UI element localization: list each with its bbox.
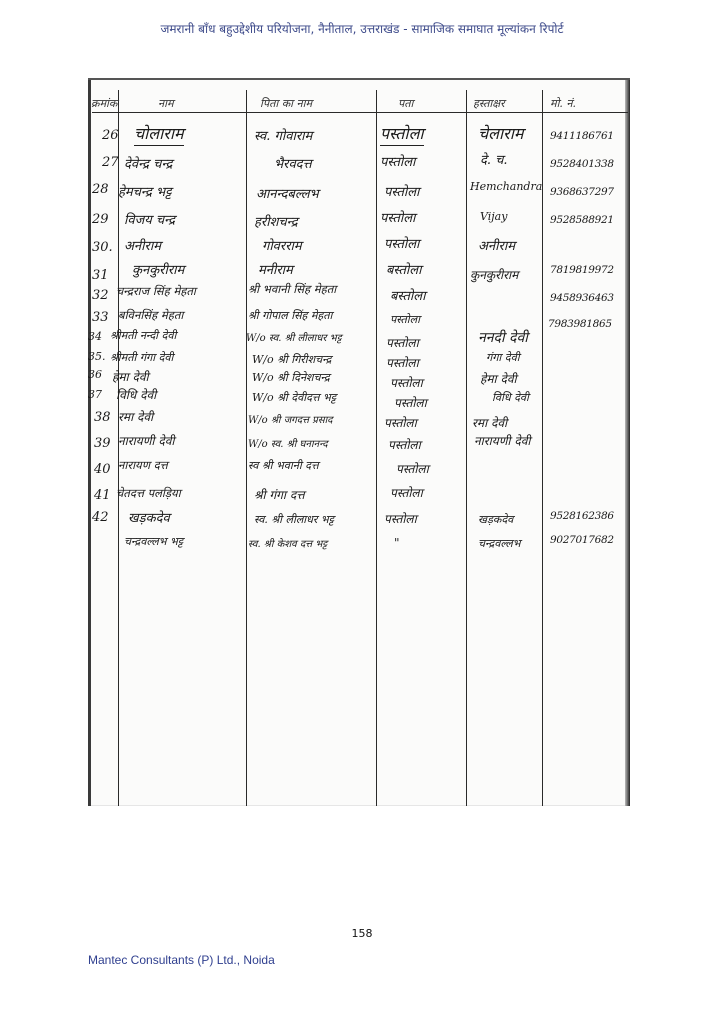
row-serial: 28 [92,182,109,197]
row-address: पस्तोला [380,155,416,170]
row-phone: 9528401338 [550,158,614,170]
row-name: अनीराम [124,239,161,254]
row-signature: अनीराम [478,239,515,254]
column-divider [466,90,467,806]
row-signature: विधि देवी [492,391,529,404]
row-address: पस्तोला [390,486,423,500]
column-header-address: पता [398,97,414,110]
row-signature: नारायणी देवी [474,434,531,448]
row-name: चन्द्रवल्लभ भट्ट [124,535,184,548]
row-serial: 31 [92,268,109,283]
row-serial: 41 [94,488,111,503]
row-phone: 7819819972 [550,264,614,276]
row-name: देवेन्द्र चन्द्र [124,157,173,172]
row-name: चन्द्रराज सिंह मेहता [116,284,196,298]
row-father: श्री गंगा दत्त [254,488,305,502]
row-father: स्व. श्री केशव दत्त भट्ट [248,539,328,550]
row-serial: 36 [88,368,102,381]
row-address: पस्तोला [380,122,424,146]
row-address: " [394,536,400,550]
column-header-phone: मो. नं. [550,97,577,110]
row-father: आनन्दबल्लभ [256,187,319,202]
row-name: चेतदत्त पलड़िया [116,486,181,500]
row-address: बस्तोला [386,263,422,278]
row-serial: 40 [94,462,111,477]
row-name: खड़कदेव [128,511,170,526]
row-address: पस्तोला [390,376,423,390]
row-father: गोवरराम [262,239,302,254]
row-father: W/o श्री दिनेशचन्द्र [252,371,330,384]
row-father: श्री गोपाल सिंह मेहता [248,309,333,322]
row-phone: 9458936463 [550,292,614,304]
row-phone: 7983981865 [548,318,612,330]
row-signature: खड़कदेव [478,513,514,526]
column-divider [542,90,543,806]
row-father: स्व. गोवाराम [254,129,313,144]
row-signature: चेलाराम [478,124,524,143]
row-serial: 39 [94,436,111,451]
row-address: पस्तोला [394,396,427,410]
row-address: पस्तोला [386,336,419,350]
row-phone: 9027017682 [550,534,614,546]
row-father: W/o स्व. श्री घनानन्द [248,439,328,450]
row-father: स्व. श्री लीलाधर भट्ट [254,513,335,526]
row-signature: चन्द्रवल्लभ [478,537,521,550]
row-signature: हेमा देवी [480,372,517,386]
footer-company: Mantec Consultants (P) Ltd., Noida [88,953,275,967]
row-phone: 9411186761 [550,130,614,142]
row-serial: 33 [92,310,109,325]
column-header-name: नाम [158,97,174,110]
row-name: विजय चन्द्र [124,213,176,228]
row-phone: 9368637297 [550,186,614,198]
scan-right-edge [625,78,630,806]
row-address: पस्तोला [384,185,420,200]
row-signature: Vijay [480,210,508,223]
row-name: विधि देवी [116,388,157,402]
row-signature: कुनकुरीराम [470,268,519,282]
row-serial: 38 [94,410,111,425]
row-father: W/o श्री देवीदत्त भट्ट [252,391,337,404]
page-header: जमरानी बाँध बहुउद्देशीय परियोजना, नैनीताल, उत्तराखंड - सामाजिक समाघात मूल्यांकन रिपोर्ट [160,22,564,36]
page-number: 158 [351,927,373,940]
row-father: मनीराम [258,263,293,278]
row-name: हेमा देवी [112,370,149,384]
row-address: पस्तोला [384,416,417,430]
row-address: पस्तोला [384,237,420,252]
row-signature: दे. च. [480,153,508,168]
row-serial: 34 [88,330,102,343]
row-address: पस्तोला [388,438,421,452]
row-serial: 26 [102,128,119,143]
row-father: W/o श्री जगदत्त प्रसाद [248,415,333,426]
row-signature: Hemchandra [470,180,543,193]
row-name: बविनसिंह मेहता [118,308,184,322]
row-serial: 29 [92,212,109,227]
scan-left-edge [88,78,91,806]
column-header-serial: क्रमांक [91,97,118,110]
row-name: श्रीमती गंगा देवी [110,351,174,364]
column-divider [376,90,377,806]
row-father: भैरवदत्त [274,157,312,172]
row-name: कुनकुरीराम [132,263,185,278]
row-name: नारायण दत्त [118,458,168,472]
row-name: नारायणी देवी [118,434,175,448]
row-serial: 30. [92,240,113,255]
row-father: श्री भवानी सिंह मेहता [248,282,337,296]
row-name: रमा देवी [118,410,154,424]
row-address: पस्तोला [396,462,429,476]
row-address: पस्तोला [380,211,416,226]
row-father: W/o श्री गिरीशचन्द्र [252,353,332,366]
row-address: पस्तोला [384,512,417,526]
row-serial: 42 [92,510,109,525]
row-serial: 35. [88,350,106,363]
row-signature: गंगा देवी [486,351,520,364]
row-signature: ननदी देवी [478,330,528,346]
row-name: हेमचन्द्र भट्ट [118,185,172,200]
scanned-register [88,78,630,806]
row-father: स्व श्री भवानी दत्त [248,459,319,472]
row-address: पस्तोला [390,313,420,326]
scan-top-edge [88,78,630,80]
row-phone: 9528162386 [550,510,614,522]
row-address: बस्तोला [390,289,426,304]
row-phone: 9528588921 [550,214,614,226]
row-serial: 37 [88,388,102,401]
row-serial: 27 [102,155,119,170]
column-header-signature: हस्ताक्षर [473,97,505,110]
column-header-father: पिता का नाम [260,97,313,110]
row-signature: रमा देवी [472,416,508,430]
row-address: पस्तोला [386,356,419,370]
row-father: W/o स्व. श्री लीलाधर भट्ट [246,333,342,344]
row-name: श्रीमती नन्दी देवी [110,329,177,342]
header-rule [92,112,628,113]
row-father: हरीशचन्द्र [254,215,298,230]
row-serial: 32 [92,288,109,303]
row-name: चोलाराम [134,122,184,146]
